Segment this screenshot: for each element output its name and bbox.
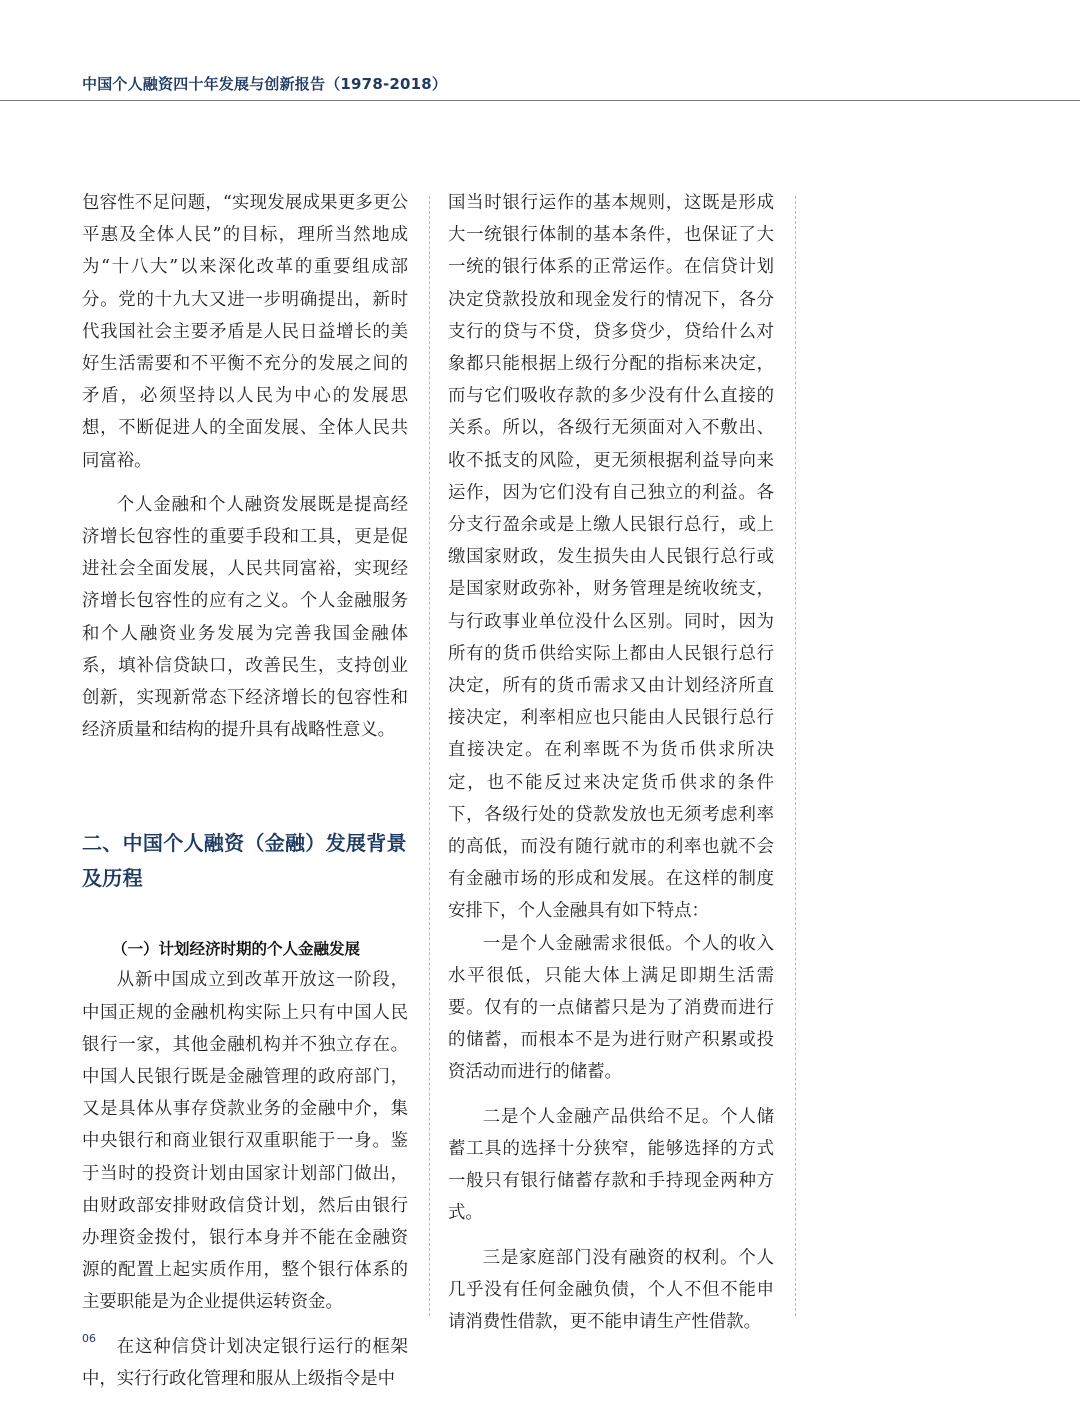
left-paragraph-2: 个人金融和个人融资发展既是提高经济增长包容性的重要手段和工具，更是促进社会全面发展，人民共同富裕，实现经济增长包容性的应有之义。个人金融服务和个人融资业务发展为完善我国金融体系，填补信贷缺口，改善民生，支持创业创新，实现新常态下经济增长的包容性和经济质量和结构的提升具有战略性意义。 bbox=[82, 494, 408, 741]
right-column bbox=[448, 187, 774, 1338]
right-paragraph-1: 国当时银行运作的基本规则，这既是形成大一统银行体制的基本条件，也保证了大一统的银行体系的正常运作。在信贷计划决定贷款投放和现金发行的情况下，各分支行的贷与不贷，贷多贷少，贷给什么对象都只能根据上级行分配的指标来决定，而与它们吸收存款的多少没有什么直接的关系。所以，各级行无须面对入不敷出、收不抵支的风险，更无须根据利益导向来运作，因为它们没有自己独立的利益。各分支行盈余或是上缴人民银行总行，或上缴国家财政，发生损失由人民银行总行或是国家财政弥补，财务管理是统收统支，与行政事业单位没什么区别。同时，因为所有的货币供给实际上都由人民银行总行决定，所有的货币需求又由计划经济所直接决定，利率相应也只能由人民银行总行直接决定。在利率既不为货币供求所决定，也不能反过来决定货币供求的条件下，各级行处的贷款发放也无须考虑利率的高低，而没有随行就市的利率也就不会有金融市场的形成和发展。在这样的制度安排下，个人金融具有如下特点： bbox=[448, 193, 774, 922]
running-header-title: 中国个人融资四十年发展与创新报告（1978-2018） bbox=[82, 75, 448, 93]
left-column bbox=[82, 187, 408, 1395]
right-margin-divider bbox=[795, 196, 796, 1316]
right-paragraph-3: 二是个人金融产品供给不足。个人储蓄工具的选择十分狭窄，能够选择的方式一般只有银行储蓄存款和手持现金两种方式。 bbox=[448, 1106, 774, 1224]
right-paragraph-2: 一是个人金融需求很低。个人的收入水平很低，只能大体上满足即期生活需要。仅有的一点储蓄只是为了消费而进行的储蓄，而根本不是为进行财产积累或投资活动而进行的储蓄。 bbox=[448, 933, 774, 1083]
left-paragraph-1: 包容性不足问题，“实现发展成果更多更公平惠及全体人民”的目标，理所当然地成为“十八大”以来深化改革的重要组成部分。党的十九大又进一步明确提出，新时代我国社会主要矛盾是人民日益增长的美好生活需要和不平衡不充分的发展之间的矛盾，必须坚持以人民为中心的发展思想，不断促进人的全面发展、全体人民共同富裕。 bbox=[82, 193, 408, 471]
page-number: 06 bbox=[82, 1332, 96, 1345]
section-heading: 二、中国个人融资（金融）发展背景及历程 bbox=[82, 831, 407, 891]
left-paragraph-3: 从新中国成立到改革开放这一阶段，中国正规的金融机构实际上只有中国人民银行一家，其他金融机构并不独立存在。中国人民银行既是金融管理的政府部门，又是具体从事存贷款业务的金融中介，集中央银行和商业银行双重职能于一身。鉴于当时的投资计划由国家计划部门做出，由财政部安排财政信贷计划，然后由银行办理资金拨付，银行本身并不能在金融资源的配置上起实质作用，整个银行体系的主要职能是为企业提供运转资金。 bbox=[82, 970, 408, 1313]
sub-heading: （一）计划经济时期的个人金融发展 bbox=[112, 940, 361, 959]
right-paragraph-4: 三是家庭部门没有融资的权利。个人几乎没有任何金融负债，个人不但不能申请消费性借款，更不能申请生产性借款。 bbox=[448, 1247, 774, 1332]
header-rule bbox=[0, 100, 1080, 101]
column-divider bbox=[429, 196, 430, 1316]
left-paragraph-4: 在这种信贷计划决定银行运行的框架中，实行行政化管理和服从上级指令是中 bbox=[82, 1336, 408, 1389]
